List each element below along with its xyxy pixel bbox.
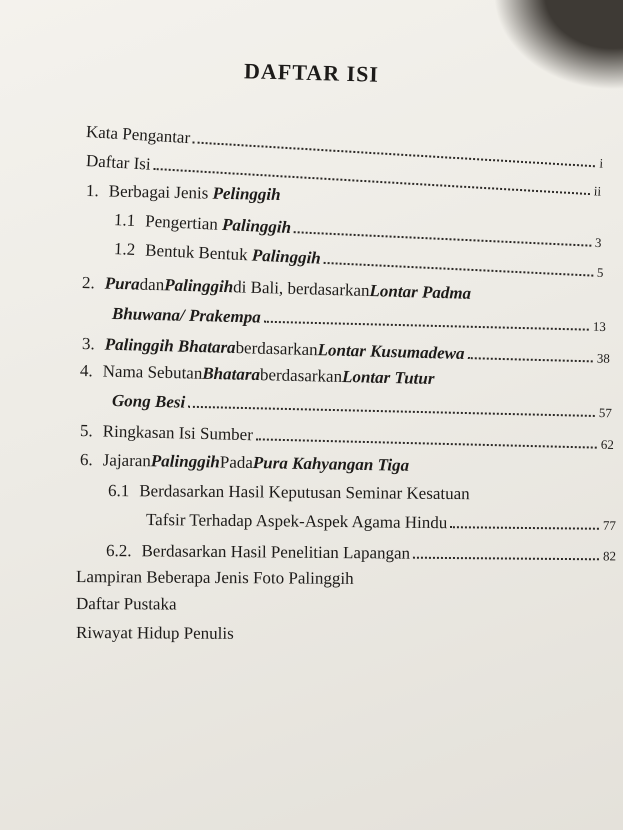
page-number: 5 — [596, 264, 604, 281]
toc-entry-4[interactable]: 4. Nama Sebutan Bhatara berdasarkan Lontar Tutur — [79, 361, 435, 389]
toc-entry-daftar-isi[interactable]: Daftar Isi ii — [85, 150, 601, 203]
dot-leader — [323, 261, 592, 277]
toc-entry-6-1-cont[interactable]: Tafsir Terhadap Aspek-Aspek Agama Hindu 77 — [146, 509, 616, 537]
dot-leader — [256, 437, 597, 448]
toc-entry-6-1[interactable]: 6.1 Berdasarkan Hasil Keputusan Seminar Kesatuan — [107, 481, 470, 504]
page-number: ii — [593, 183, 602, 199]
toc-entry-5[interactable]: 5. Ringkasan Isi Sumber 62 — [80, 420, 614, 456]
toc-entry-2-cont[interactable]: Bhuwana/ Prakempa 13 — [112, 303, 606, 338]
toc-entry-daftar-pustaka[interactable]: Daftar Pustaka — [75, 594, 177, 614]
toc-entry-1-1[interactable]: 1.1 Pengertian Palinggih 3 — [113, 209, 602, 254]
dot-leader — [413, 556, 599, 561]
toc-entry-4-cont[interactable]: Gong Besi 57 — [112, 390, 612, 424]
page-number: 82 — [602, 548, 617, 564]
page-number: 13 — [592, 318, 607, 335]
toc-entry-2[interactable]: 2. Pura dan Palinggih di Bali, berdasarkan Lontar Padma — [81, 273, 472, 303]
dot-leader — [467, 356, 592, 362]
page-number: 77 — [602, 517, 617, 533]
dot-leader — [294, 230, 591, 246]
page-number: 57 — [598, 405, 613, 421]
dot-leader — [450, 525, 599, 530]
toc-entry-1[interactable]: 1. Berbagai Jenis Pelinggih — [85, 181, 281, 205]
page-number: 62 — [600, 436, 615, 453]
toc-entry-6[interactable]: 6. Jajaran Palinggih Pada Pura Kahyangan Tiga — [79, 450, 410, 475]
dot-leader — [264, 320, 589, 331]
toc-entry-riwayat-hidup[interactable]: Riwayat Hidup Penulis — [75, 623, 234, 643]
dot-leader — [188, 405, 595, 417]
toc-entry-lampiran[interactable]: Lampiran Beberapa Jenis Foto Palinggih — [75, 567, 354, 588]
toc-entry-kata-pengantar[interactable]: Kata Pengantar i — [85, 121, 603, 175]
page-number: i — [599, 155, 604, 171]
toc-entry-6-2[interactable]: 6.2. Berdasarkan Hasil Penelitian Lapangan 82 — [106, 540, 616, 567]
toc-entry-3[interactable]: 3. Palinggih Bhatara berdasarkan Lontar Kusumadewa 38 — [82, 333, 610, 370]
toc-entry-1-2[interactable]: 1.2 Bentuk Bentuk Palinggih 5 — [113, 238, 604, 284]
page-number: 38 — [596, 350, 611, 366]
page-title: DAFTAR ISI — [243, 58, 380, 87]
page-number: 3 — [594, 234, 602, 251]
